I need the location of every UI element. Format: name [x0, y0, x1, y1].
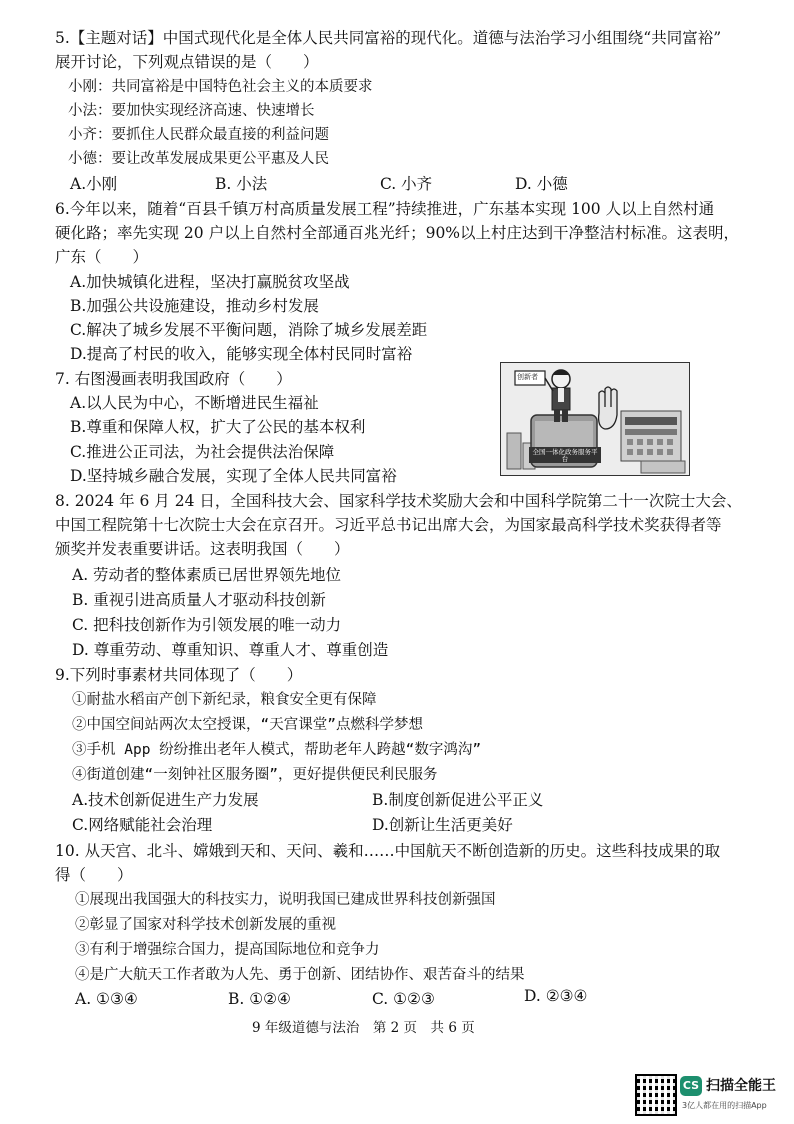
q9-item-3: ③手机 App 纷纷推出老年人模式，帮助老年人跨越“数字鸿沟” [72, 742, 482, 758]
q10-option-a[interactable]: A. ①③④ [75, 990, 138, 1008]
q9-item-4: ④街道创建“一刻钟社区服务圈”，更好提供便民利民服务 [72, 767, 438, 783]
q9-option-a[interactable]: A.技术创新促进生产力发展 [72, 791, 259, 809]
q7-comic-image [500, 362, 690, 476]
q9-option-c[interactable]: C.网络赋能社会治理 [72, 816, 213, 834]
q10-item-1: ①展现出我国强大的科技实力，说明我国已建成世界科技创新强国 [75, 892, 496, 908]
q10-stem-line2: 得（ ） [55, 866, 133, 884]
q5-option-b[interactable]: B. 小法 [215, 175, 268, 193]
q6-stem-line1: 6.今年以来，随着“百县千镇万村高质量发展工程”持续推进，广东基本实现 100 人以上自然村通 [55, 200, 715, 218]
q6-option-a[interactable]: A.加快城镇化进程，坚决打赢脱贫攻坚战 [70, 273, 350, 291]
q5-option-c[interactable]: C. 小齐 [380, 175, 433, 193]
q8-option-d[interactable]: D. 尊重劳动、尊重知识、尊重人才、尊重创造 [72, 641, 389, 659]
q10-stem-line1: 10. 从天宫、北斗、嫦娥到天和、天问、羲和……中国航天不断创造新的历史。这些科技成果的取 [55, 842, 721, 860]
q10-option-c[interactable]: C. ①②③ [372, 990, 435, 1008]
q6-option-d[interactable]: D.提高了村民的收入，能够实现全体村民同时富裕 [70, 345, 413, 363]
q9-item-2: ②中国空间站两次太空授课，“天宫课堂”点燃科学梦想 [72, 717, 423, 733]
q5-dialog-xiaofa: 小法：要加快实现经济高速、快速增长 [68, 103, 315, 119]
comic-caption: 全国一体化政务服务平台 [532, 448, 598, 463]
q10-item-4: ④是广大航天工作者敢为人先、勇于创新、团结协作、艰苦奋斗的结果 [75, 967, 525, 983]
camscanner-tagline: 3亿人都在用的扫描App [682, 1101, 767, 1110]
q5-option-a[interactable]: A.小刚 [70, 175, 118, 193]
q5-dialog-xiaode: 小德：要让改革发展成果更公平惠及人民 [68, 151, 329, 167]
q6-option-c[interactable]: C.解决了城乡发展不平衡问题，消除了城乡发展差距 [70, 321, 428, 339]
q5-option-d[interactable]: D. 小德 [515, 175, 568, 193]
q7-option-a[interactable]: A.以人民为中心，不断增进民生福祉 [70, 394, 319, 412]
q9-option-b[interactable]: B.制度创新促进公平正义 [372, 791, 544, 809]
q8-stem-line2: 中国工程院第十七次院士大会在京召开。习近平总书记出席大会，为国家最高科学技术奖获得者等 [55, 516, 722, 534]
q7-option-c[interactable]: C.推进公正司法，为社会提供法治保障 [70, 443, 335, 461]
q7-option-d[interactable]: D.坚持城乡融合发展，实现了全体人民共同富裕 [70, 467, 397, 485]
q10-option-d[interactable]: D. ②③④ [524, 987, 588, 1005]
q6-stem-line2: 硬化路；率先实现 20 户以上自然村全部通百兆光纤；90%以上村庄达到干净整洁村标准。这表明， [55, 224, 740, 242]
q8-stem-line3: 颁奖并发表重要讲话。这表明我国（ ） [55, 540, 350, 558]
camscanner-logo-icon: CS [680, 1076, 702, 1096]
q5-dialog-xiaogang: 小刚：共同富裕是中国特色社会主义的本质要求 [68, 79, 373, 95]
q6-option-b[interactable]: B.加强公共设施建设，推动乡村发展 [70, 297, 319, 315]
q5-stem-line2: 展开讨论，下列观点错误的是（ ） [55, 53, 319, 71]
page-footer: 9 年级道德与法治 第 2 页 共 6 页 [252, 1020, 475, 1036]
q5-dialog-xiaoqi: 小齐：要抓住人民群众最直接的利益问题 [68, 127, 329, 143]
q8-stem-line1: 8. 2024 年 6 月 24 日，全国科技大会、国家科学技术奖励大会和中国科学院第二十一次院士大会、 [55, 492, 742, 510]
q8-option-b[interactable]: B. 重视引进高质量人才驱动科技创新 [72, 591, 326, 609]
q10-item-2: ②彰显了国家对科学技术创新发展的重视 [75, 917, 336, 933]
q10-option-b[interactable]: B. ①②④ [228, 990, 291, 1008]
q10-item-3: ③有利于增强综合国力，提高国际地位和竞争力 [75, 942, 380, 958]
camscanner-app-name: 扫描全能王 [706, 1078, 776, 1094]
q8-option-c[interactable]: C. 把科技创新作为引领发展的唯一动力 [72, 616, 342, 634]
q7-option-b[interactable]: B.尊重和保障人权，扩大了公民的基本权利 [70, 418, 366, 436]
q9-item-1: ①耐盐水稻亩产创下新纪录，粮食安全更有保障 [72, 692, 377, 708]
qr-code-icon [635, 1074, 677, 1116]
q8-option-a[interactable]: A. 劳动者的整体素质已居世界领先地位 [72, 566, 342, 584]
q9-stem: 9.下列时事素材共同体现了（ ） [55, 666, 303, 684]
q5-stem-line1: 5.【主题对话】中国式现代化是全体人民共同富裕的现代化。道德与法治学习小组围绕“共同富裕” [55, 29, 722, 47]
comic-sign-text: 创新者 [517, 373, 538, 381]
q9-option-d[interactable]: D.创新让生活更美好 [372, 816, 513, 834]
q6-stem-line3: 广东（ ） [55, 248, 149, 266]
q7-stem: 7. 右图漫画表明我国政府（ ） [55, 370, 292, 388]
